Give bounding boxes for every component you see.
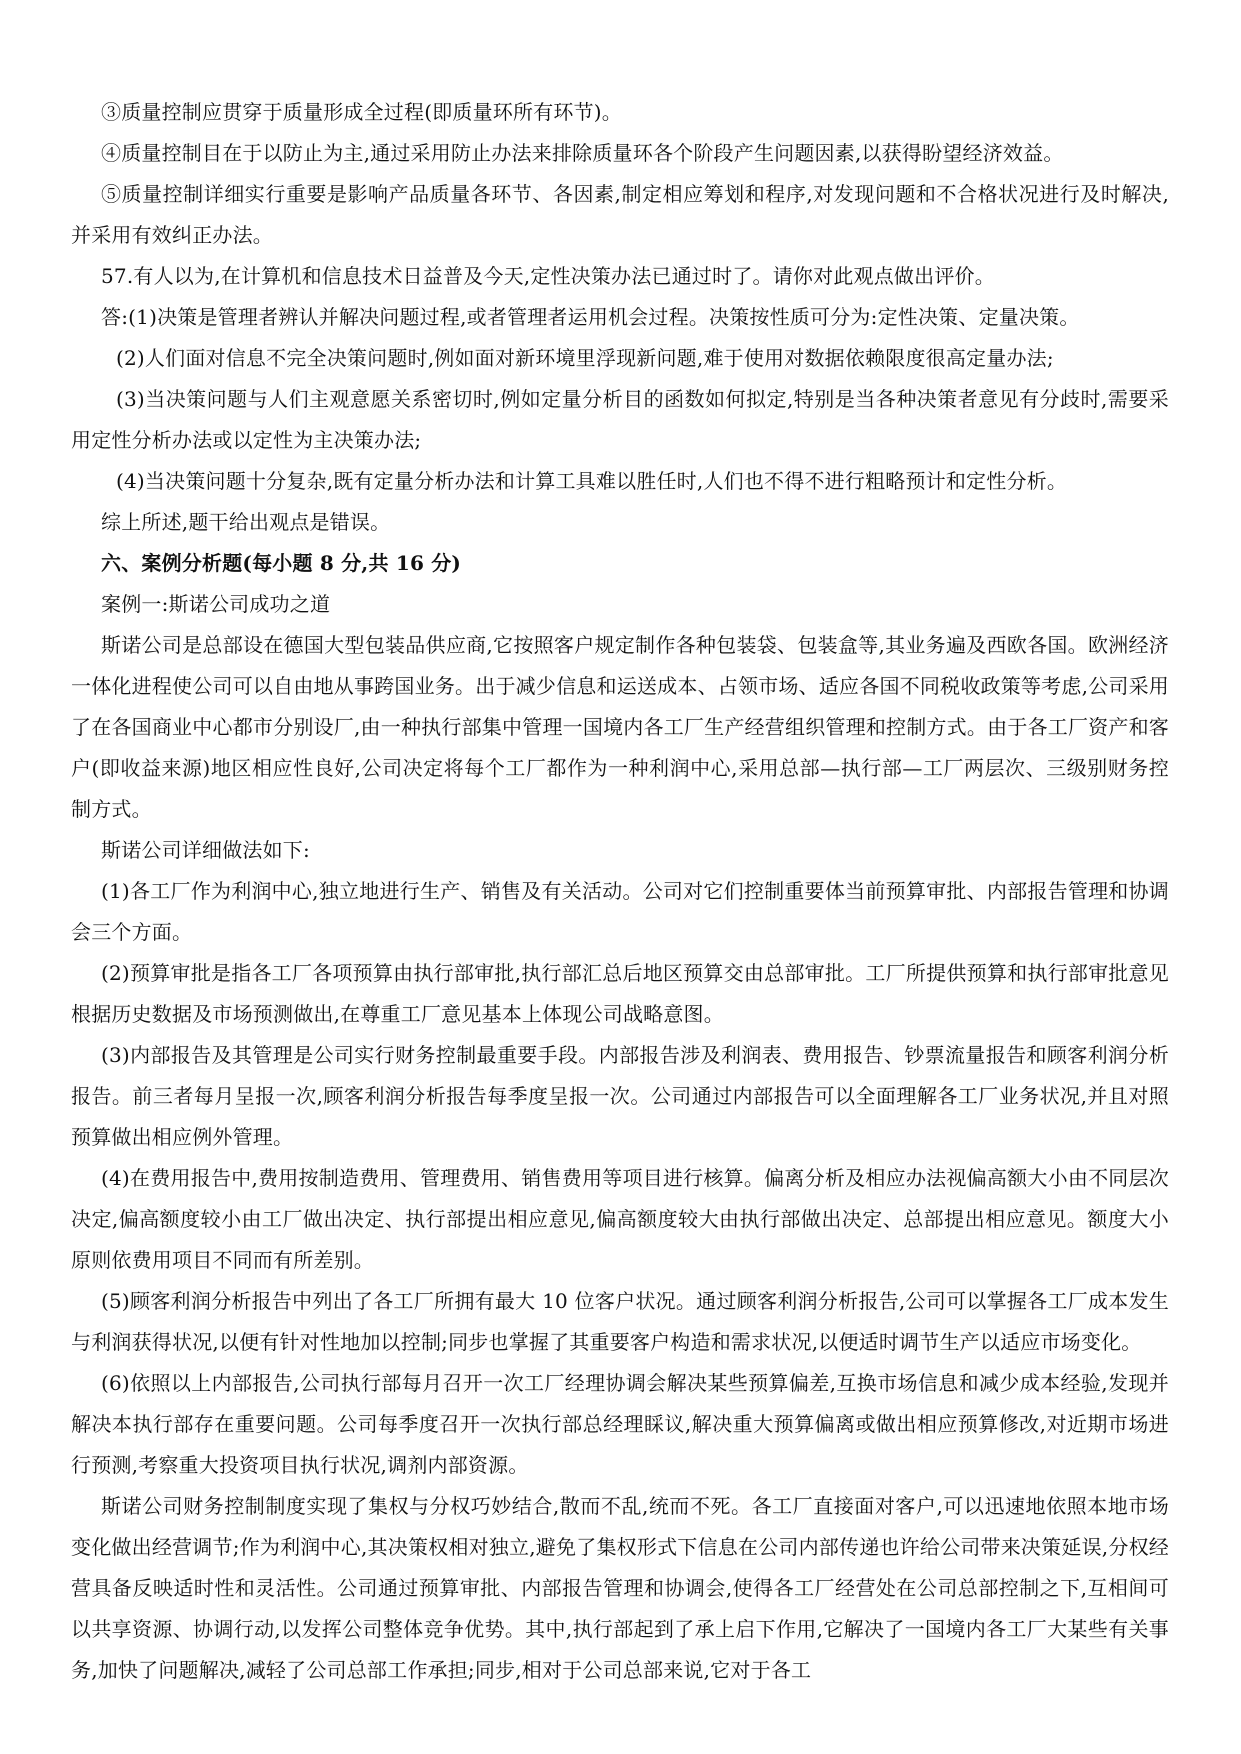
case-1-method-lead: 斯诺公司详细做法如下: <box>101 838 310 862</box>
case-1-item-4: (4)在费用报告中,费用按制造费用、管理费用、销售费用等项目进行核算。偏离分析及相应办法视偏高额大小由不同层次决定,偏高额度较小由工厂做出决定、执行部提出相应意见,偏高额度较大由执行部做出决定、总部提出相应意见。额度大小原则依费用项目不同而有所差别。 <box>71 1166 1169 1272</box>
case-1-intro: 斯诺公司是总部设在德国大型包装品供应商,它按照客户规定制作各种包装袋、包装盒等,其业务遍及西欧各国。欧洲经济一体化进程使公司可以自由地从事跨国业务。出于减少信息和运送成本、占领市场、适应各国不同税收政策等考虑,公司采用了在各国商业中心都市分别设厂,由一种执行部集中管理一国境内各工厂生产经营组织管理和控制方式。由于各工厂资产和客户(即收益来源)地区相应性良好,公司决定将每个工厂都作为一种利润中心,采用总部—执行部—工厂两层次、三级别财务控制方式。 <box>71 633 1169 821</box>
case-1-item-5: (5)顾客利润分析报告中列出了各工厂所拥有最大 10 位客户状况。通过顾客利润分析报告,公司可以掌握各工厂成本发生与利润获得状况,以便有针对性地加以控制;同步也掌握了其重要客户构造和需求状况,以便适时调节生产以适应市场变化。 <box>71 1289 1169 1354</box>
question-57: 57.有人以为,在计算机和信息技术日益普及今天,定性决策办法已通过时了。请你对此观点做出评价。 <box>101 264 995 288</box>
case-1-item-2: (2)预算审批是指各工厂各项预算由执行部审批,执行部汇总后地区预算交由总部审批。工厂所提供预算和执行部审批意见根据历史数据及市场预测做出,在尊重工厂意见基本上体现公司战略意图。 <box>71 961 1169 1026</box>
paragraph-quality-3: ③质量控制应贯穿于质量形成全过程(即质量环所有环节)。 <box>101 100 623 124</box>
case-1-title: 案例一:斯诺公司成功之道 <box>101 592 331 616</box>
document-page <box>71 92 1169 1691</box>
case-1-item-1: (1)各工厂作为利润中心,独立地进行生产、销售及有关活动。公司对它们控制重要体当前预算审批、内部报告管理和协调会三个方面。 <box>71 879 1169 944</box>
answer-57-point-2: (2)人们面对信息不完全决策问题时,例如面对新环境里浮现新问题,难于使用对数据依赖限度很高定量办法; <box>116 346 1054 370</box>
paragraph-quality-5: ⑤质量控制详细实行重要是影响产品质量各环节、各因素,制定相应筹划和程序,对发现问题和不合格状况进行及时解决,并采用有效纠正办法。 <box>71 182 1169 247</box>
answer-57-conclusion: 综上所述,题干给出观点是错误。 <box>101 510 391 534</box>
answer-57-point-4: (4)当决策问题十分复杂,既有定量分析办法和计算工具难以胜任时,人们也不得不进行粗略预计和定性分析。 <box>116 469 1068 493</box>
section-heading-case-analysis: 六、案例分析题(每小题 8 分,共 16 分) <box>101 551 462 575</box>
answer-57-point-3: (3)当决策问题与人们主观意愿关系密切时,例如定量分析目的函数如何拟定,特别是当各种决策者意见有分歧时,需要采用定性分析办法或以定性为主决策办法; <box>71 387 1169 452</box>
paragraph-quality-4: ④质量控制目在于以防止为主,通过采用防止办法来排除质量环各个阶段产生问题因素,以获得盼望经济效益。 <box>101 141 1064 165</box>
case-1-item-3: (3)内部报告及其管理是公司实行财务控制最重要手段。内部报告涉及利润表、费用报告、钞票流量报告和顾客利润分析报告。前三者每月呈报一次,顾客利润分析报告每季度呈报一次。公司通过内部报告可以全面理解各工厂业务状况,并且对照预算做出相应例外管理。 <box>71 1043 1169 1149</box>
case-1-summary: 斯诺公司财务控制制度实现了集权与分权巧妙结合,散而不乱,统而不死。各工厂直接面对客户,可以迅速地依照本地市场变化做出经营调节;作为利润中心,其决策权相对独立,避免了集权形式下信息在公司内部传递也许给公司带来决策延误,分权经营具备反映适时性和灵活性。公司通过预算审批、内部报告管理和协调会,使得各工厂经营处在公司总部控制之下,互相间可以共享资源、协调行动,以发挥公司整体竞争优势。其中,执行部起到了承上启下作用,它解决了一国境内各工厂大某些有关事务,加快了问题解决,减轻了公司总部工作承担;同步,相对于公司总部来说,它对于各工 <box>71 1494 1169 1682</box>
answer-57-point-1: 答:(1)决策是管理者辨认并解决问题过程,或者管理者运用机会过程。决策按性质可分为:定性决策、定量决策。 <box>101 305 1080 329</box>
case-1-item-6: (6)依照以上内部报告,公司执行部每月召开一次工厂经理协调会解决某些预算偏差,互换市场信息和减少成本经验,发现并解决本执行部存在重要问题。公司每季度召开一次执行部总经理睬议,解决重大预算偏离或做出相应预算修改,对近期市场进行预测,考察重大投资项目执行状况,调剂内部资源。 <box>71 1371 1169 1477</box>
